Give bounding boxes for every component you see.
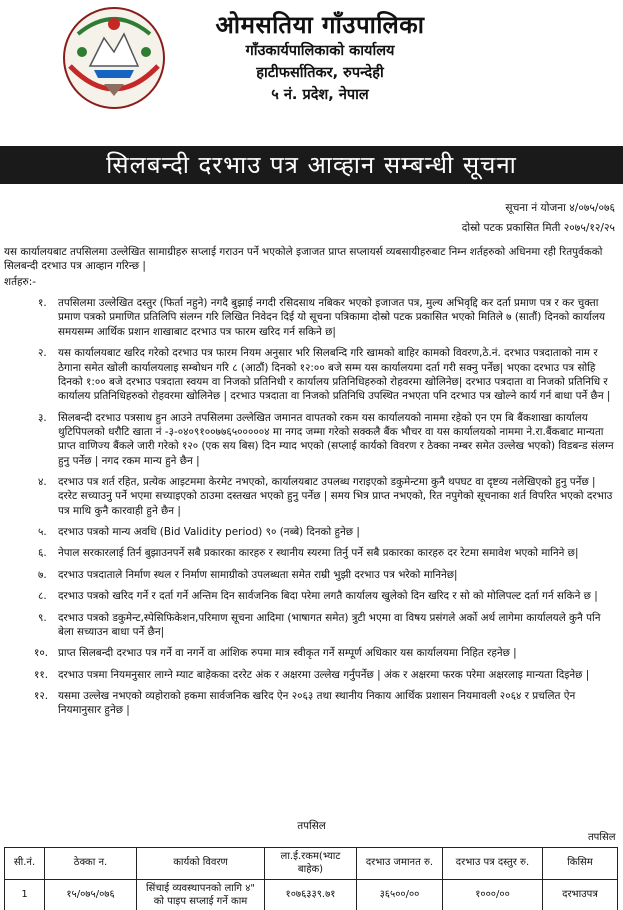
- term-item: [4, 475, 618, 518]
- term-item: [4, 646, 618, 660]
- term-item: [4, 346, 618, 403]
- term-number: १.: [38, 297, 47, 310]
- province-name: ५ नं. प्रदेश, नेपाल: [271, 87, 369, 103]
- table-cell: १०७६३३९.७१: [265, 879, 357, 910]
- term-number: २.: [38, 347, 47, 360]
- office-address: हाटीफर्सातिकर, रुपन्देही: [256, 65, 384, 81]
- term-item: [4, 668, 618, 682]
- notice-body: [4, 245, 618, 718]
- column-header: किसिम: [543, 847, 618, 879]
- schedule-table-wrap: [4, 831, 618, 910]
- table-cell: सिंचाई व्यवस्थापनको लागि ४" को पाइप सप्लाई गर्ने काम: [137, 879, 265, 910]
- office-name: गाँउकार्यपालिकाको कार्यालय: [245, 43, 395, 59]
- notice-header: [0, 0, 623, 145]
- term-item: [4, 296, 618, 339]
- term-number: ६.: [38, 547, 47, 560]
- term-item: [4, 525, 618, 539]
- notice-number: सूचना नं योजना ४/०७५/०७६: [505, 202, 615, 214]
- term-number: ११.: [34, 668, 49, 681]
- term-number: ७.: [38, 568, 47, 581]
- term-item: [4, 611, 618, 640]
- table-cell: ३६५००/००: [357, 879, 443, 910]
- term-text: यस कार्यालयबाट खरिद गरेको दरभाउ पत्र फारम नियम अनुसार भरि सिलबन्दि गरि खामको बाहिर कामको विवरण,ठे.नं. दरभाउ पत्रदाताको नाम र ठेगाना समेत खोली कार्यालयलाइ सम्बोधन गरि ८ (आठौं) दिनको १२:०० बजे सम्म यस कार्यालयमा दर्ता गरी सक्नु पर्नेछ| भएका दरभाउ पत्र सोहि दिनको १:०० बजे दरभाउ पत्रदाता स्वयम वा निजको प्रतिनिधी र कार्यालय प्रतिनिधिहरुको रोहवरमा खोलिनेछ| दरभाउ पत्रदाता वा निजको प्रतिनिधि र कार्यालय प्रतिनिधिहरुको रोहवरमा खोलिनेछ | दरभाउ पत्रदाता वा निजको प्रतिनिधि उपस्थित नभएता पनि दरभाउ पत्र खोल्ने कार्य गर्न बाधा पर्ने छैन |: [58, 347, 611, 403]
- term-item: [4, 689, 618, 718]
- schedule-table: [4, 831, 618, 910]
- term-text: दरभाउ पत्रदाताले निर्माण स्थल र निर्माण सामाग्रीको उपलब्धता समेत राम्री भुझी दरभाउ पत्र भरेको मानिनेछ|: [58, 568, 458, 581]
- reference-block: [462, 198, 615, 238]
- term-text: नेपाल सरकारलाई तिर्न बुझाउनपर्ने सबै प्रकारका कारहरु र स्थानीय स्यरमा तिर्नु पर्ने सबै प्रकारका कारहरु दर रेटमा समावेश भएको मानिने छ|: [58, 547, 579, 560]
- column-header: कार्यको विवरण: [137, 847, 265, 879]
- table-header-row: [5, 847, 618, 879]
- table-cell: १०००/००: [443, 879, 543, 910]
- intro-paragraph: यस कार्यालयबाट तपसिलमा उल्लेखित सामाग्रीहरु सप्लाई गराउन पर्ने भएकोले इजाजत प्राप्त सप्लायर्स व्यबसायीहरुबाट निम्न शर्तहरुको अधिनमा रही रितपुर्वकको सिलबन्दी दरभाउ पत्र आव्हान गरिन्छ |: [4, 246, 603, 273]
- terms-heading: शर्तहरु:-: [4, 275, 36, 288]
- nepal-emblem-icon: [60, 4, 168, 112]
- publish-date: दोस्रो पटक प्रकासित मिती २०७५/१२/२५: [461, 222, 615, 234]
- table-cell: दरभाउपत्र: [543, 879, 618, 910]
- column-header: दरभाउ पत्र दस्तुर रु.: [443, 847, 543, 879]
- column-header: ला.ई.रकम(भ्याट बाहेक): [265, 847, 357, 879]
- column-header: ठेक्का न.: [45, 847, 137, 879]
- term-text: दरभाउ पत्रमा नियमनुसार लाग्ने म्याट बाहेकका दररेट अंक र अक्षरमा उल्लेख गर्नुपर्नेछ | अंक र अक्षरमा फरक परेमा अक्षरलाइ मान्यता दिइनेछ |: [58, 668, 590, 681]
- term-number: ५.: [38, 526, 47, 539]
- term-text: प्राप्त सिलबन्दी दरभाउ पत्र गर्ने वा नगर्ने वा आंशिक रुपमा मात्र स्वीकृत गर्ने सम्पूर्ण अधिकार यस कार्यालयमा निहित रहनेछ |: [58, 647, 517, 660]
- column-header: दरभाउ जमानत रु.: [357, 847, 443, 879]
- term-text: यसमा उल्लेख नभएको व्यहोराको हकमा सार्वजनिक खरिद ऐन २०६३ तथा स्थानीय निकाय आर्थिक प्रशासन नियमावली २०६४ र प्रचलित ऐन नियमानुसार हुनेछ |: [58, 689, 576, 717]
- term-text: दरभाउ पत्रको डकुमेन्ट,स्पेसिफिकेशन,परिमाण सूचना आदिमा (भाषागत समेत) त्रुटी भएमा वा विषय प्रसंगले अर्को अर्थ लागेमा कार्यालयले कुनै पनि बेला सच्याउन बाधा पर्ने छैन|: [58, 611, 601, 638]
- term-item: [4, 546, 618, 560]
- table-cell: १५/०७५/०७६: [45, 879, 137, 910]
- term-item: [4, 568, 618, 582]
- table-caption: तपसिल: [587, 832, 616, 843]
- term-number: ४.: [38, 476, 47, 489]
- table-cell: 1: [5, 879, 45, 910]
- org-name: ओमसतिया गाँउपालिका: [215, 11, 425, 39]
- term-text: दरभाउ पत्र शर्त रहित, प्रत्येक आइटममा केरमेट नभएको, कार्यालयबाट उपलब्ध गराइएको डकुमेन्टमा कुनै थपघट वा दृष्टव्य नलेखिएको हुनु पर्नेछ | दररेट सच्याउनु पर्ने भएमा सच्याइएको ठाउमा दस्तखत भएको हुनु पर्नेछ | समय भित्र प्राप्त नभएको, रित नपुगेको सूचनाका शर्त विपरित भएको दरभाउ पत्र माथि कुनै कारवाही हुने छैन |: [58, 476, 613, 517]
- table-row: [5, 879, 618, 910]
- column-header: सी.नं.: [5, 847, 45, 879]
- term-item: [4, 411, 618, 468]
- table-title: तपसिल: [297, 820, 326, 832]
- term-number: ८.: [38, 590, 47, 603]
- term-text: दरभाउ पत्रको खरिद गर्ने र दर्ता गर्ने अन्तिम दिन सार्वजनिक बिदा परेमा लगतै कार्यालय खुलेको दिन खरिद र सो को मोलिपल्ट दर्ता गर्न सकिने छ |: [58, 590, 598, 603]
- term-number: ९.: [38, 611, 47, 624]
- term-text: तपसिलमा उल्लेखित दस्तुर (फिर्ता नहुने) नगदै बुझाई नगदी रसिदसाथ नबिकर भएको इजाजत पत्र, मुल्य अभिवृद्दि कर दर्ता प्रमाण पत्र र कर चुक्ता प्रमाण पत्रको प्रमाणित प्रतिलिपि संलग्न गरि लिखित निवेदन दिई यो सूचना पत्रिकामा दोस्रो पटक प्रकासित भएको मितिले ७ (सातौं) दिनको कार्यालय समयसम्म आर्थिक प्रशान शाखाबाट दरभाउ पत्र फारम खरिद गर्न सकिने छ|: [58, 297, 606, 338]
- term-number: ३.: [38, 411, 47, 424]
- header-text-block: [170, 10, 470, 106]
- notice-title-banner: सिलबन्दी दरभाउ पत्र आव्हान सम्बन्धी सूचना: [0, 146, 623, 184]
- term-number: १०.: [34, 647, 49, 660]
- term-text: दरभाउ पत्रको मान्य अवधि (Bid Validity period) ९० (नब्बे) दिनको हुनेछ |: [58, 526, 360, 539]
- term-item: [4, 589, 618, 603]
- term-text: सिलबन्दी दरभाउ पत्रसाथ हुन आउने तपसिलमा उल्लेखित जमानत वापतको रकम यस कार्यालयको नाममा रहेको एन एम बि बैंकशाखा कार्यालय थुटिपिपलको धरौटि खाता नं -३-०४०९१००७७६५०००००४ मा नगद जम्मा गरेको सक्कलै बैंक भौचर वा यस कार्यालयको नाममा ने.रा.बैंकबाट मान्यता प्राप्त वाणिज्य बैंकले जारी गरेको १२० (एक सय बिस) दिन म्याद भएको (सप्लाई कार्यको विवरण र ठेक्का नम्बर समेत उल्लेख भएको) विडबन्ड संलग्न हुनु पर्नेछ | नगद रकम मान्य हुने छैन |: [58, 411, 614, 467]
- term-number: १२.: [34, 689, 49, 702]
- table-caption-row: [5, 831, 618, 847]
